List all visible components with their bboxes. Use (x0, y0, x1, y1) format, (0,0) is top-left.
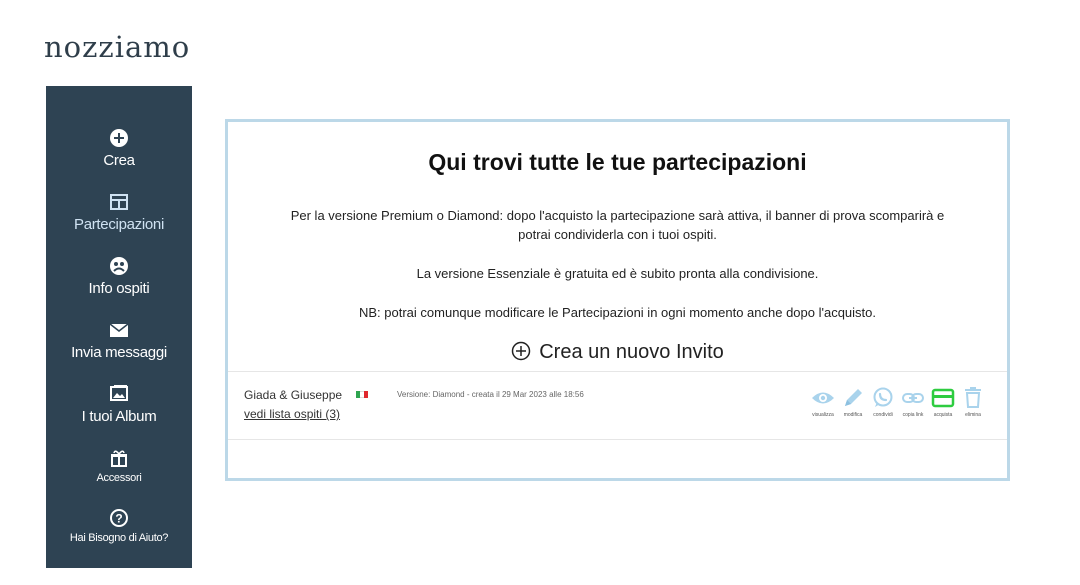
buy-label: acquista (933, 412, 953, 418)
sidebar-item-label: Invia messaggi (71, 344, 167, 361)
plus-circle-icon (511, 341, 531, 367)
svg-text:?: ? (115, 511, 123, 526)
sidebar-item-label: Info ospiti (88, 280, 150, 297)
sidebar-item-help[interactable] (46, 508, 192, 544)
edit-button[interactable] (839, 387, 867, 418)
info-premium-line2: potrai condividerla con i tuoi ospiti. (518, 227, 717, 242)
sidebar (46, 86, 192, 568)
sidebar-item-info-ospiti[interactable] (46, 256, 192, 297)
sidebar-item-label: Accessori (96, 472, 142, 484)
italian-flag-icon (356, 387, 368, 394)
couple-names-text: Giada & Giuseppe (244, 388, 343, 402)
sidebar-item-label: Hai Bisogno di Aiuto? (69, 532, 169, 544)
sidebar-item-label: Partecipazioni (73, 216, 165, 233)
view-label: visualizza (812, 412, 834, 418)
share-label: condividi (873, 412, 893, 418)
guest-list-link[interactable]: vedi lista ospiti (3) (244, 407, 341, 421)
edit-label: modifica (843, 412, 863, 418)
info-premium-line1: Per la versione Premium o Diamond: dopo l'acquisto la partecipazione sarà attiva, il banner di prova scomparirà e (290, 208, 945, 223)
copy-link-label: copia link (902, 412, 924, 418)
layout-icon (46, 192, 192, 214)
invitation-row (228, 371, 1007, 439)
sidebar-item-accessori[interactable] (46, 448, 192, 484)
whatsapp-icon (872, 387, 894, 409)
sidebar-item-partecipazioni[interactable] (46, 192, 192, 233)
sidebar-item-album[interactable] (46, 384, 192, 425)
info-essenziale: La versione Essenziale è gratuita ed è subito pronta alla condivisione. (416, 266, 819, 281)
link-icon (901, 387, 925, 409)
couple-names (244, 387, 368, 402)
share-button[interactable] (869, 387, 897, 418)
pencil-icon (842, 387, 864, 409)
version-info: Versione: Diamond - creata il 29 Mar 2023 alle 18:56 (397, 390, 584, 399)
gift-icon (46, 448, 192, 470)
help-icon (46, 508, 192, 530)
page-title: Qui trovi tutte le tue partecipazioni (428, 149, 807, 175)
invitation-actions (809, 387, 991, 423)
sidebar-item-invia-messaggi[interactable] (46, 320, 192, 361)
delete-label: elimina (965, 412, 981, 418)
copy-link-button[interactable] (899, 387, 927, 418)
delete-button[interactable] (959, 387, 987, 418)
view-button[interactable] (809, 387, 837, 418)
envelope-icon (46, 320, 192, 342)
brand-logo[interactable]: nozziamo (44, 30, 191, 64)
buy-button[interactable] (929, 387, 957, 418)
eye-icon (811, 387, 835, 409)
guests-icon (46, 256, 192, 278)
sidebar-item-crea[interactable] (46, 128, 192, 169)
create-invitation-label: Crea un nuovo Invito (539, 341, 724, 363)
invitations-card (225, 119, 1010, 481)
plus-circle-icon (46, 128, 192, 150)
create-invitation-button[interactable] (228, 341, 1007, 367)
divider (228, 439, 1007, 440)
trash-icon (962, 387, 984, 409)
card-icon (931, 387, 955, 409)
info-nb: NB: potrai comunque modificare le Partecipazioni in ogni momento anche dopo l'acquisto. (359, 305, 876, 320)
sidebar-item-label: Crea (103, 152, 135, 169)
album-icon (46, 384, 192, 406)
sidebar-item-label: I tuoi Album (81, 408, 157, 425)
